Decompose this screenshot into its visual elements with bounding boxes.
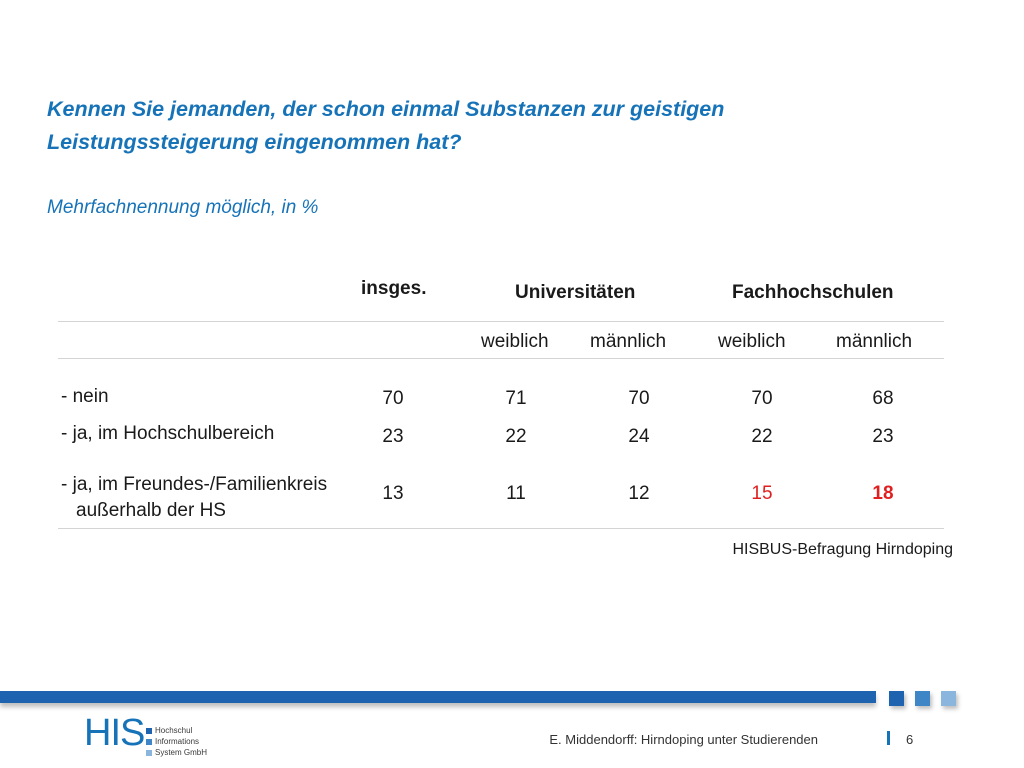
slide-subtitle: Mehrfachnennung möglich, in % (47, 197, 319, 218)
footer-square-1 (889, 691, 904, 706)
source-note: HISBUS-Befragung Hirndoping (732, 541, 953, 558)
logo-dot-3 (146, 750, 152, 756)
cell-nein-uni-w: 71 (505, 388, 527, 409)
footer-bar (0, 691, 876, 703)
logo-line-1: Hochschul (155, 726, 193, 735)
cell-nein-uni-m: 70 (628, 388, 650, 409)
title-line-2: Leistungssteigerung eingenommen hat? (47, 130, 462, 154)
subheader-uni-weiblich: weiblich (481, 331, 549, 352)
row-label-nein: - nein (61, 386, 109, 407)
row-label-freundeskreis-line2: außerhalb der HS (76, 500, 226, 521)
logo-dot-2 (146, 739, 152, 745)
table-rule-bottom (58, 528, 944, 529)
subheader-uni-maennlich: männlich (590, 331, 667, 352)
his-logo-wordmark: HIS (84, 712, 145, 754)
logo-dot-1 (146, 728, 152, 734)
subheader-fh-maennlich: männlich (836, 331, 913, 352)
cell-nein-fh-m: 68 (872, 388, 894, 409)
footer-square-2 (915, 691, 930, 706)
cell-fk-total: 13 (382, 483, 404, 504)
cell-hs-total: 23 (382, 426, 404, 447)
title-line-1: Kennen Sie jemanden, der schon einmal Substanzen zur geistigen (47, 97, 725, 121)
header-fachhochschulen: Fachhochschulen (732, 282, 894, 303)
cell-nein-total: 70 (382, 388, 404, 409)
table-rule-mid (58, 358, 944, 359)
slide-title (47, 93, 947, 159)
header-universitaeten: Universitäten (515, 282, 636, 303)
cell-fk-fh-m: 18 (872, 483, 894, 504)
footer-square-3 (941, 691, 956, 706)
cell-hs-fh-w: 22 (751, 426, 773, 447)
cell-fk-fh-w: 15 (751, 483, 773, 504)
footer-presenter-text: E. Middendorff: Hirndoping unter Studierenden (549, 732, 818, 747)
cell-hs-uni-m: 24 (628, 426, 650, 447)
header-total: insges. (361, 278, 427, 299)
table-rule-top (58, 321, 944, 322)
subheader-fh-weiblich: weiblich (718, 331, 786, 352)
cell-nein-fh-w: 70 (751, 388, 773, 409)
cell-fk-uni-w: 11 (506, 483, 526, 504)
his-logo (84, 712, 224, 758)
row-label-hochschulbereich: - ja, im Hochschulbereich (61, 423, 275, 444)
page-number: 6 (906, 732, 914, 747)
logo-line-2: Informations (155, 737, 200, 746)
logo-line-3: System GmbH (155, 748, 208, 757)
cell-hs-fh-m: 23 (872, 426, 894, 447)
footer-separator (887, 731, 890, 745)
cell-fk-uni-m: 12 (628, 483, 650, 504)
cell-hs-uni-w: 22 (505, 426, 527, 447)
row-label-freundeskreis-line1: - ja, im Freundes-/Familienkreis (61, 474, 328, 495)
row-label-freundeskreis (61, 472, 327, 524)
